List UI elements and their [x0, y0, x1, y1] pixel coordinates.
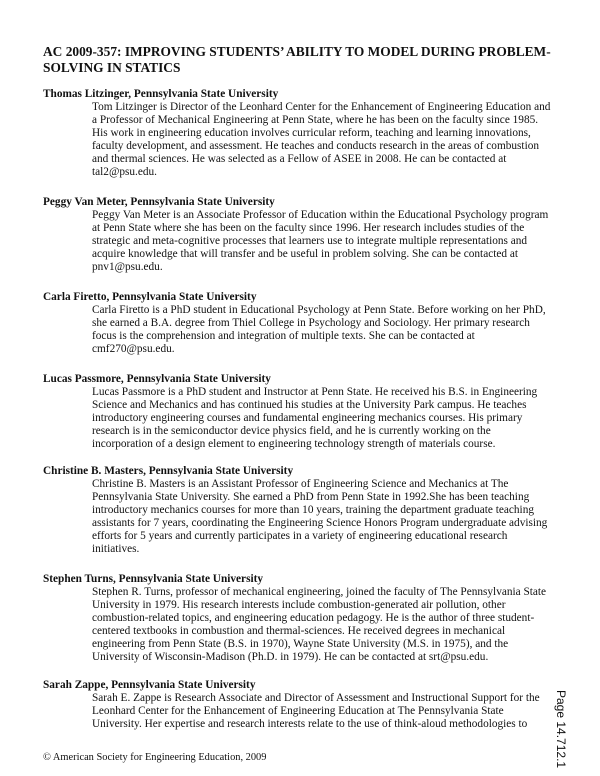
author-bio-text: Carla Firetto is a PhD student in Educational Psychology at Penn State. Before working on her PhD, she earned a B.A. degree from Thiel College in Psychology and Sociology. Her primary research focus is the comprehension and integration of multiple texts. She can be contacted at cmf270@psu.edu. — [92, 304, 546, 355]
author-heading: Sarah Zappe, Pennsylvania State University — [43, 679, 256, 691]
author-bio — [43, 291, 553, 356]
copyright-footer: © American Society for Engineering Education, 2009 — [43, 752, 267, 763]
author-heading: Christine B. Masters, Pennsylvania State University — [43, 465, 294, 477]
author-bio — [43, 88, 553, 179]
author-heading: Lucas Passmore, Pennsylvania State University — [43, 373, 271, 385]
author-heading: Peggy Van Meter, Pennsylvania State University — [43, 196, 275, 208]
author-bio-text: Lucas Passmore is a PhD student and Instructor at Penn State. He received his B.S. in Engineering Science and Mechanics and has continued his studies at the University Park campus. He teaches introductory engineering courses and fundamental engineering mechanics courses. His primary research is in the semiconductor device physics field, and he is currently working on the incorporation of a design element to engineering technology strength of materials course. — [92, 386, 538, 450]
author-bio — [43, 373, 553, 451]
author-heading: Thomas Litzinger, Pennsylvania State University — [43, 88, 279, 100]
paper-title: AC 2009-357: IMPROVING STUDENTS’ ABILITY TO MODEL DURING PROBLEM-SOLVING IN STATICS — [43, 44, 551, 75]
author-bio-text: Peggy Van Meter is an Associate Professor of Education within the Educational Psychology program at Penn State where she has been on the faculty since 1996. Her research includes studies of the strategic and meta-cognitive processes that learners use to integrate multiple representations and acquire knowledge that will transfer and be useful in problem solving. She can be contacted at pnv1@psu.edu. — [92, 209, 549, 273]
author-bio-text: Christine B. Masters is an Assistant Professor of Engineering Science and Mechanics at The Pennsylvania State University. She earned a PhD from Penn State in 1992.She has been teaching introductory mechanics courses for more than 10 years, training the department graduate teaching assistants for 7 years, coordinating the Engineering Science Honors Program undergraduate advising efforts for 5 years and currently participates in a variety of engineering educational research initiatives. — [92, 478, 548, 555]
author-bio — [43, 679, 553, 731]
author-bio — [43, 196, 553, 274]
author-bio-text: Sarah E. Zappe is Research Associate and Director of Assessment and Instructional Support for the Leonhard Center for the Enhancement of Engineering Education at The Pennsylvania State University. Her expertise and research interests relate to the use of think-aloud methodologies to — [92, 692, 540, 730]
author-heading: Carla Firetto, Pennsylvania State University — [43, 291, 257, 303]
page-number: Page 14.712.1 — [554, 690, 568, 769]
author-bio — [43, 573, 553, 664]
author-bio-text: Stephen R. Turns, professor of mechanical engineering, joined the faculty of The Pennsylvania State University in 1979. His research interests include combustion-generated air pollution, other combustion-related topics, and engineering education pedagogy. He is the author of three student-centered textbooks in combustion and thermal-sciences. He received degrees in mechanical engineering from Penn State (B.S. in 1970), Wayne State University (M.S. in 1975), and the University of Wisconsin-Madison (Ph.D. in 1979). He can be contacted at srt@psu.edu. — [92, 586, 547, 663]
author-heading: Stephen Turns, Pennsylvania State University — [43, 573, 264, 585]
author-bio — [43, 465, 553, 556]
author-bio-text: Tom Litzinger is Director of the Leonhard Center for the Enhancement of Engineering Education and a Professor of Mechanical Engineering at Penn State, where he has been on the faculty since 1985. His work in engineering education involves curricular reform, teaching and learning innovations, faculty development, and assessment. He teaches and conducts research in the areas of combustion and thermal sciences. He was selected as a Fellow of ASEE in 2008. He can be contacted at tal2@psu.edu. — [92, 101, 551, 178]
